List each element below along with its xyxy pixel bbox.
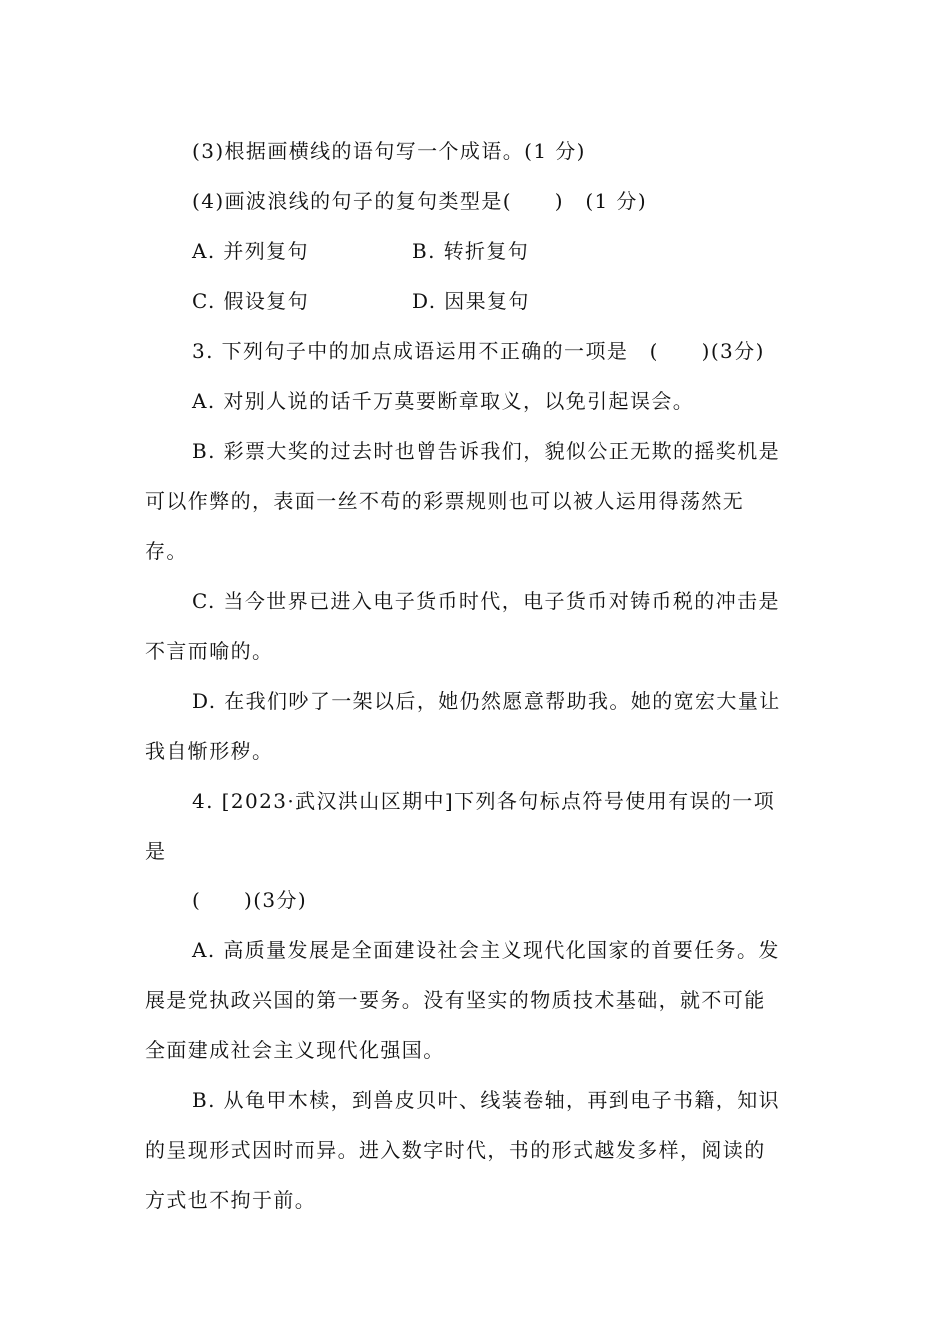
question-2-3: (3)根据画横线的语句写一个成语。(1 分) xyxy=(192,139,586,163)
question-2-4: (4)画波浪线的句子的复句类型是( ) (1 分) xyxy=(192,189,648,213)
question-4-option-b-line3: 方式也不拘于前。 xyxy=(145,1188,317,1212)
option-d: D. 因果复句 xyxy=(412,289,530,313)
question-3-option-a: A. 对别人说的话千万莫要断章取义，以免引起误会。 xyxy=(192,389,695,413)
question-3-option-c-line1: C. 当今世界已进入电子货币时代，电子货币对铸币税的冲击是 xyxy=(192,589,780,613)
question-4-option-b-line2: 的呈现形式因时而异。进入数字时代，书的形式越发多样，阅读的 xyxy=(145,1138,766,1162)
question-3-option-d-line1: D. 在我们吵了一架以后，她仍然愿意帮助我。她的宽宏大量让 xyxy=(192,689,781,713)
question-4-option-b-line1: B. 从龟甲木椟，到兽皮贝叶、线装卷轴，再到电子书籍，知识 xyxy=(192,1088,781,1112)
question-3-option-b-line1: B. 彩票大奖的过去时也曾告诉我们，貌似公正无欺的摇奖机是 xyxy=(192,439,781,463)
question-4-option-a-line1: A. 高质量发展是全面建设社会主义现代化国家的首要任务。发 xyxy=(192,938,780,962)
question-3-option-b-line2: 可以作弊的，表面一丝不苟的彩票规则也可以被人运用得荡然无 xyxy=(145,489,745,513)
option-b: B. 转折复句 xyxy=(412,239,530,263)
question-3-option-b-line3: 存。 xyxy=(145,539,188,563)
question-4-stem-line2: 是 xyxy=(145,839,167,863)
question-3-option-c-line2: 不言而喻的。 xyxy=(145,639,274,663)
question-4-option-a-line3: 全面建成社会主义现代化强国。 xyxy=(145,1038,445,1062)
question-4-option-a-line2: 展是党执政兴国的第一要务。没有坚实的物质技术基础，就不可能 xyxy=(145,988,766,1012)
question-3-stem: 3. 下列句子中的加点成语运用不正确的一项是 ( )(3分) xyxy=(192,339,765,363)
question-4-stem-line1: 4. [2023·武汉洪山区期中]下列各句标点符号使用有误的一项 xyxy=(192,789,776,813)
question-3-option-d-line2: 我自惭形秽。 xyxy=(145,739,274,763)
option-c: C. 假设复句 xyxy=(192,289,310,313)
option-a: A. 并列复句 xyxy=(192,239,309,263)
question-4-stem-line3: ( )(3分) xyxy=(192,888,308,912)
